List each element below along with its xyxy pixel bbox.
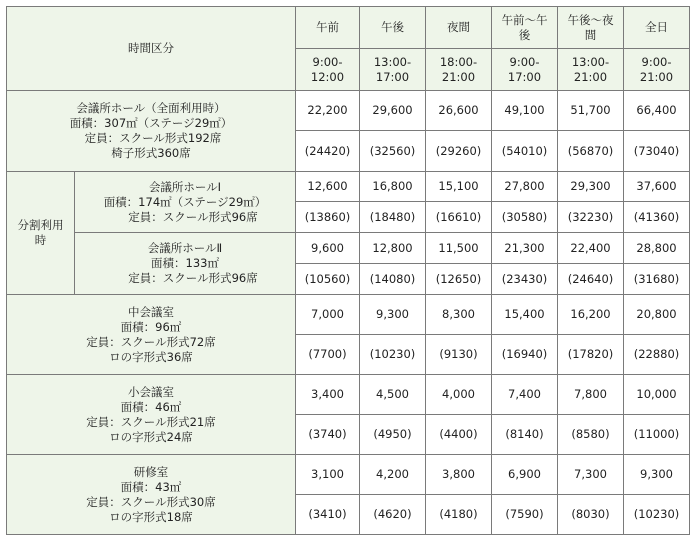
category-header: 時間区分 — [7, 7, 296, 91]
fee-cell: 21,300 — [492, 233, 558, 264]
period-hours-header: 13:00- 21:00 — [558, 49, 624, 91]
fee-cell: 3,100 — [296, 455, 360, 495]
fee-alt-cell: (16610) — [426, 202, 492, 233]
fee-alt-cell: (32230) — [558, 202, 624, 233]
fee-alt-cell: (14080) — [360, 264, 426, 295]
fee-cell: 6,900 — [492, 455, 558, 495]
fee-alt-cell: (17820) — [558, 335, 624, 375]
fee-alt-cell: (10560) — [296, 264, 360, 295]
fee-alt-cell: (22880) — [624, 335, 690, 375]
period-name-header: 午後～夜 間 — [558, 7, 624, 49]
fee-cell: 4,500 — [360, 375, 426, 415]
fee-alt-cell: (73040) — [624, 131, 690, 172]
fee-cell: 15,100 — [426, 172, 492, 202]
room-label: 研修室 面積：43㎡ 定員：スクール形式30席 ロの字形式18席 — [7, 455, 296, 535]
fee-alt-cell: (4620) — [360, 495, 426, 535]
split-use-label: 分割利用 時 — [7, 172, 75, 295]
room-label: 会議所ホールⅠ 面積：174㎡（ステージ29㎡） 定員：スクール形式96席 — [75, 172, 296, 233]
fee-cell: 3,800 — [426, 455, 492, 495]
fee-cell: 37,600 — [624, 172, 690, 202]
fee-alt-cell: (7700) — [296, 335, 360, 375]
fee-alt-cell: (24640) — [558, 264, 624, 295]
fee-alt-cell: (32560) — [360, 131, 426, 172]
period-hours-header: 13:00- 17:00 — [360, 49, 426, 91]
period-hours-header: 18:00- 21:00 — [426, 49, 492, 91]
fee-cell: 49,100 — [492, 91, 558, 131]
fee-alt-cell: (41360) — [624, 202, 690, 233]
fee-cell: 8,300 — [426, 295, 492, 335]
fee-alt-cell: (4950) — [360, 415, 426, 455]
period-name-header: 午後 — [360, 7, 426, 49]
fee-cell: 16,200 — [558, 295, 624, 335]
room-label: 小会議室 面積：46㎡ 定員：スクール形式21席 ロの字形式24席 — [7, 375, 296, 455]
table-row — [7, 233, 690, 264]
period-hours-header: 9:00- 17:00 — [492, 49, 558, 91]
fee-alt-cell: (7590) — [492, 495, 558, 535]
fee-alt-cell: (4400) — [426, 415, 492, 455]
fee-alt-cell: (9130) — [426, 335, 492, 375]
fee-alt-cell: (8030) — [558, 495, 624, 535]
fee-alt-cell: (12650) — [426, 264, 492, 295]
fee-cell: 12,600 — [296, 172, 360, 202]
fee-cell: 27,800 — [492, 172, 558, 202]
fee-alt-cell: (24420) — [296, 131, 360, 172]
period-name-header: 午前 — [296, 7, 360, 49]
fee-alt-cell: (10230) — [360, 335, 426, 375]
fee-alt-cell: (54010) — [492, 131, 558, 172]
fee-alt-cell: (23430) — [492, 264, 558, 295]
fee-alt-cell: (29260) — [426, 131, 492, 172]
period-name-header: 夜間 — [426, 7, 492, 49]
fee-cell: 7,400 — [492, 375, 558, 415]
fee-cell: 20,800 — [624, 295, 690, 335]
fee-cell: 7,300 — [558, 455, 624, 495]
fee-cell: 4,200 — [360, 455, 426, 495]
header-row-periods — [7, 7, 690, 49]
fee-alt-cell: (10230) — [624, 495, 690, 535]
period-name-header: 午前～午 後 — [492, 7, 558, 49]
table-row — [7, 455, 690, 495]
fee-cell: 22,200 — [296, 91, 360, 131]
fee-cell: 10,000 — [624, 375, 690, 415]
room-label: 会議所ホール（全面利用時） 面積：307㎡（ステージ29㎡） 定員：スクール形式192席 椅子形式360席 — [7, 91, 296, 172]
fee-cell: 29,300 — [558, 172, 624, 202]
fee-alt-cell: (56870) — [558, 131, 624, 172]
fee-cell: 66,400 — [624, 91, 690, 131]
fee-cell: 29,600 — [360, 91, 426, 131]
fee-alt-cell: (30580) — [492, 202, 558, 233]
fee-alt-cell: (4180) — [426, 495, 492, 535]
room-label: 中会議室 面積：96㎡ 定員：スクール形式72席 ロの字形式36席 — [7, 295, 296, 375]
fee-cell: 3,400 — [296, 375, 360, 415]
fee-alt-cell: (3410) — [296, 495, 360, 535]
fee-cell: 7,000 — [296, 295, 360, 335]
fee-alt-cell: (18480) — [360, 202, 426, 233]
fee-cell: 15,400 — [492, 295, 558, 335]
fee-alt-cell: (3740) — [296, 415, 360, 455]
table-row — [7, 91, 690, 131]
room-label: 会議所ホールⅡ 面積：133㎡ 定員：スクール形式96席 — [75, 233, 296, 295]
table-row — [7, 375, 690, 415]
fee-alt-cell: (11000) — [624, 415, 690, 455]
fee-cell: 16,800 — [360, 172, 426, 202]
fee-cell: 9,300 — [624, 455, 690, 495]
period-hours-header: 9:00- 12:00 — [296, 49, 360, 91]
table-row — [7, 295, 690, 335]
fee-cell: 11,500 — [426, 233, 492, 264]
fee-cell: 51,700 — [558, 91, 624, 131]
fee-alt-cell: (8580) — [558, 415, 624, 455]
fee-alt-cell: (8140) — [492, 415, 558, 455]
fee-cell: 9,300 — [360, 295, 426, 335]
fee-table — [6, 6, 690, 535]
fee-cell: 12,800 — [360, 233, 426, 264]
table-row — [7, 172, 690, 202]
period-name-header: 全日 — [624, 7, 690, 49]
fee-alt-cell: (13860) — [296, 202, 360, 233]
fee-cell: 22,400 — [558, 233, 624, 264]
fee-alt-cell: (16940) — [492, 335, 558, 375]
fee-cell: 26,600 — [426, 91, 492, 131]
fee-cell: 4,000 — [426, 375, 492, 415]
fee-cell: 28,800 — [624, 233, 690, 264]
period-hours-header: 9:00- 21:00 — [624, 49, 690, 91]
fee-cell: 7,800 — [558, 375, 624, 415]
fee-alt-cell: (31680) — [624, 264, 690, 295]
fee-cell: 9,600 — [296, 233, 360, 264]
